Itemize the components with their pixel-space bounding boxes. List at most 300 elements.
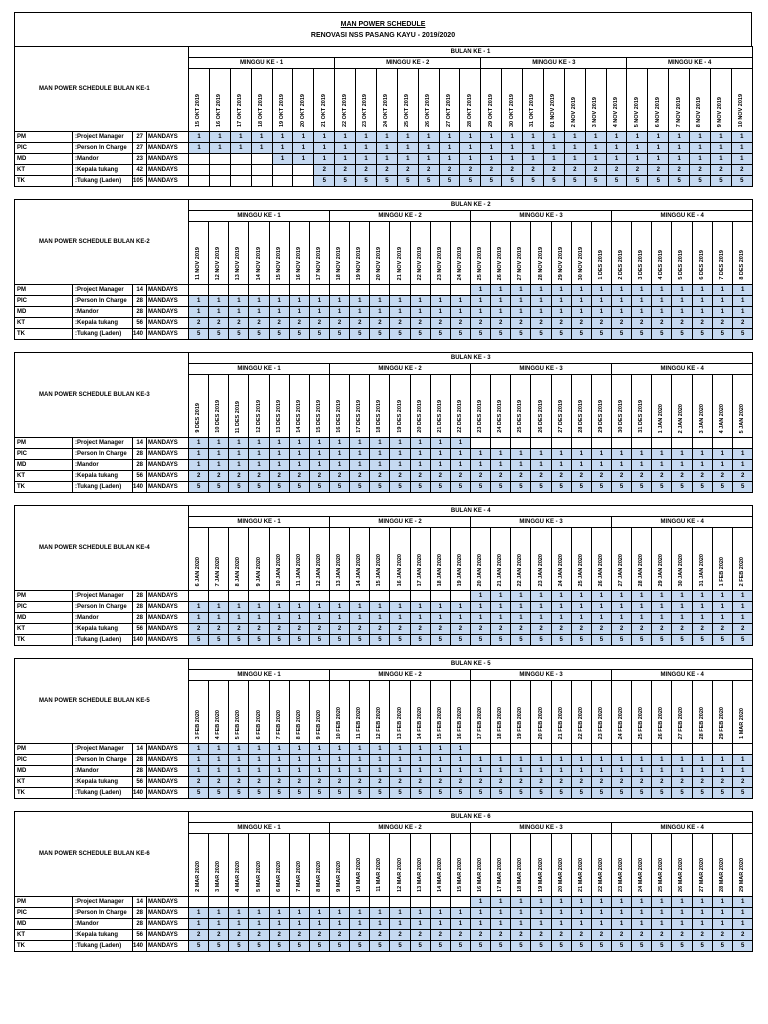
manpower-cell: 1 (418, 143, 439, 154)
role-total: 56 (133, 471, 147, 482)
month-label: MAN POWER SCHEDULE BULAN KE-1 (15, 47, 189, 132)
week-header: MINGGU KE - 1 (189, 364, 330, 375)
manpower-cell (390, 897, 410, 908)
manpower-cell: 1 (531, 307, 551, 318)
manpower-cell: 2 (430, 318, 450, 329)
manpower-cell: 2 (511, 318, 531, 329)
manpower-cell: 2 (439, 165, 460, 176)
date-cell (692, 528, 712, 591)
role-total: 23 (133, 154, 147, 165)
date-cell (430, 681, 450, 744)
manpower-cell (330, 897, 350, 908)
manpower-cell: 2 (289, 318, 309, 329)
table-row (15, 613, 753, 624)
manpower-cell (249, 591, 269, 602)
manpower-cell (632, 744, 652, 755)
date-label: 12 FEB 2020 (376, 706, 383, 739)
manpower-cell: 2 (551, 777, 571, 788)
manpower-cell: 2 (571, 777, 591, 788)
date-cell (669, 69, 690, 132)
manpower-cell: 5 (209, 788, 229, 799)
manpower-cell (672, 744, 692, 755)
manpower-cell: 2 (652, 777, 672, 788)
date-label: 7 DES 2019 (718, 250, 725, 280)
manpower-cell: 5 (491, 941, 511, 952)
manpower-cell: 1 (249, 296, 269, 307)
manpower-cell: 1 (335, 132, 356, 143)
manpower-cell (189, 154, 210, 165)
manpower-cell: 1 (551, 449, 571, 460)
month-number: BULAN KE - 1 (189, 47, 753, 58)
manpower-cell: 2 (330, 777, 350, 788)
manpower-cell: 5 (481, 176, 502, 187)
manpower-cell: 1 (612, 602, 632, 613)
date-cell (732, 222, 753, 285)
week-header: MINGGU KE - 1 (189, 517, 330, 528)
month-number: BULAN KE - 6 (189, 812, 753, 823)
manpower-cell (251, 165, 272, 176)
role-code: KT (15, 471, 73, 482)
manpower-cell: 1 (460, 143, 481, 154)
date-cell (491, 528, 511, 591)
manpower-cell: 1 (230, 132, 251, 143)
manpower-cell: 2 (370, 318, 390, 329)
manpower-cell: 2 (376, 165, 397, 176)
manpower-cell: 1 (690, 143, 711, 154)
date-cell (481, 69, 502, 132)
date-label: 29 MAR 2020 (739, 858, 746, 892)
manpower-cell: 1 (249, 449, 269, 460)
table-row (15, 471, 753, 482)
manpower-cell: 1 (710, 132, 731, 143)
date-label: 17 DES 2019 (356, 400, 363, 433)
date-label: 17 NOV 2019 (315, 246, 322, 280)
role-total: 14 (133, 897, 147, 908)
manpower-cell: 5 (471, 329, 491, 340)
manpower-cell: 1 (309, 438, 329, 449)
role-unit: MANDAYS (147, 930, 189, 941)
manpower-cell: 1 (370, 755, 390, 766)
date-label: 20 MAR 2020 (557, 858, 564, 892)
date-label: 25 DES 2019 (517, 400, 524, 433)
date-cell (551, 834, 571, 897)
manpower-cell: 5 (606, 176, 627, 187)
manpower-cell: 5 (269, 788, 289, 799)
manpower-cell: 1 (410, 296, 430, 307)
role-code: KT (15, 930, 73, 941)
date-cell (269, 528, 289, 591)
table-row (15, 897, 753, 908)
role-code: PIC (15, 908, 73, 919)
date-cell (229, 222, 249, 285)
date-cell (439, 69, 460, 132)
manpower-cell: 1 (612, 919, 632, 930)
manpower-cell: 2 (450, 930, 470, 941)
table-row (15, 482, 753, 493)
month-table (14, 811, 753, 952)
manpower-cell: 1 (350, 296, 370, 307)
manpower-cell: 5 (209, 941, 229, 952)
role-total: 140 (133, 941, 147, 952)
manpower-cell: 1 (571, 460, 591, 471)
role-total: 105 (133, 176, 147, 187)
week-header: MINGGU KE - 1 (189, 823, 330, 834)
manpower-cell: 5 (410, 788, 430, 799)
date-cell (732, 375, 753, 438)
manpower-cell: 1 (289, 438, 309, 449)
manpower-cell: 5 (523, 176, 544, 187)
manpower-cell: 2 (652, 624, 672, 635)
manpower-cell: 1 (491, 285, 511, 296)
manpower-cell: 5 (350, 329, 370, 340)
manpower-cell: 5 (692, 788, 712, 799)
date-cell (692, 834, 712, 897)
manpower-cell: 2 (229, 318, 249, 329)
manpower-cell: 1 (669, 154, 690, 165)
date-label: 2 JAN 2020 (678, 403, 685, 433)
date-label: 4 MAR 2020 (235, 861, 242, 892)
date-cell (251, 69, 272, 132)
manpower-cell: 5 (471, 635, 491, 646)
date-cell (543, 69, 564, 132)
manpower-cell: 5 (632, 635, 652, 646)
role-code: MD (15, 919, 73, 930)
date-cell (690, 69, 711, 132)
manpower-cell: 1 (189, 744, 209, 755)
date-label: 14 DES 2019 (295, 400, 302, 433)
date-cell (571, 375, 591, 438)
manpower-cell: 2 (732, 930, 753, 941)
table-row (15, 777, 753, 788)
manpower-cell (251, 154, 272, 165)
date-cell (314, 69, 335, 132)
date-cell (430, 528, 450, 591)
table-row (15, 329, 753, 340)
manpower-cell: 1 (430, 449, 450, 460)
manpower-cell: 1 (209, 766, 229, 777)
date-label: 21 NOV 2019 (396, 246, 403, 280)
manpower-cell (450, 285, 470, 296)
manpower-cell: 1 (571, 296, 591, 307)
date-label: 4 FEB 2020 (215, 709, 222, 739)
manpower-cell: 1 (571, 285, 591, 296)
manpower-cell (410, 285, 430, 296)
manpower-cell: 1 (289, 919, 309, 930)
manpower-cell: 2 (606, 165, 627, 176)
role-name: :Person In Charge (73, 602, 133, 613)
manpower-cell: 5 (564, 176, 585, 187)
date-cell (531, 528, 551, 591)
date-label: 6 MAR 2020 (275, 861, 282, 892)
manpower-cell: 1 (591, 766, 611, 777)
date-label: 1 FEB 2020 (718, 556, 725, 586)
date-label: 24 FEB 2020 (618, 706, 625, 739)
date-label: 24 DES 2019 (497, 400, 504, 433)
manpower-cell: 1 (269, 449, 289, 460)
manpower-cell: 5 (189, 941, 209, 952)
manpower-cell: 2 (564, 165, 585, 176)
manpower-cell: 1 (652, 613, 672, 624)
manpower-cell: 5 (732, 941, 753, 952)
manpower-cell: 5 (571, 329, 591, 340)
date-cell (309, 375, 329, 438)
manpower-cell: 2 (571, 471, 591, 482)
role-name: :Tukang (Laden) (73, 788, 133, 799)
manpower-cell: 1 (430, 307, 450, 318)
date-label: 31 DES 2019 (638, 400, 645, 433)
manpower-cell: 2 (612, 471, 632, 482)
manpower-cell: 1 (591, 307, 611, 318)
date-cell (491, 834, 511, 897)
manpower-cell: 2 (585, 165, 606, 176)
date-cell (606, 69, 627, 132)
manpower-cell: 2 (410, 777, 430, 788)
manpower-cell: 1 (652, 919, 672, 930)
date-label: 13 MAR 2020 (416, 858, 423, 892)
date-label: 23 OKT 2019 (362, 93, 369, 127)
manpower-cell: 1 (370, 766, 390, 777)
date-label: 29 FEB 2020 (718, 706, 725, 739)
manpower-cell: 5 (732, 788, 753, 799)
manpower-cell (330, 285, 350, 296)
manpower-cell (189, 165, 210, 176)
date-label: 11 DES 2019 (235, 400, 242, 433)
manpower-cell: 1 (571, 307, 591, 318)
manpower-cell: 5 (249, 329, 269, 340)
manpower-cell: 2 (712, 624, 732, 635)
block-spacer (14, 187, 752, 199)
manpower-cell: 2 (450, 318, 470, 329)
date-cell (672, 528, 692, 591)
date-cell (531, 681, 551, 744)
manpower-cell: 2 (289, 777, 309, 788)
manpower-cell: 2 (471, 318, 491, 329)
manpower-cell: 2 (314, 165, 335, 176)
manpower-cell: 1 (189, 307, 209, 318)
manpower-cell: 2 (571, 318, 591, 329)
manpower-cell: 2 (330, 930, 350, 941)
manpower-cell: 1 (531, 460, 551, 471)
manpower-cell: 1 (612, 908, 632, 919)
manpower-cell (249, 897, 269, 908)
manpower-cell: 2 (269, 318, 289, 329)
manpower-cell: 5 (632, 941, 652, 952)
manpower-cell: 1 (376, 132, 397, 143)
date-cell (309, 681, 329, 744)
manpower-cell: 1 (481, 154, 502, 165)
manpower-cell: 1 (330, 307, 350, 318)
manpower-cell: 5 (269, 635, 289, 646)
manpower-cell: 1 (430, 755, 450, 766)
manpower-cell (511, 438, 531, 449)
manpower-cell: 2 (481, 165, 502, 176)
manpower-cell: 1 (370, 908, 390, 919)
manpower-cell: 1 (632, 755, 652, 766)
manpower-cell: 1 (652, 591, 672, 602)
manpower-cell: 1 (209, 744, 229, 755)
manpower-cell (692, 438, 712, 449)
manpower-cell: 1 (627, 132, 648, 143)
table-row (15, 919, 753, 930)
date-cell (289, 222, 309, 285)
manpower-cell: 1 (491, 602, 511, 613)
manpower-cell: 1 (229, 460, 249, 471)
manpower-cell: 2 (471, 930, 491, 941)
date-cell (249, 375, 269, 438)
role-name: :Tukang (Laden) (73, 941, 133, 952)
manpower-cell: 1 (229, 602, 249, 613)
manpower-cell: 1 (410, 449, 430, 460)
manpower-cell: 1 (471, 591, 491, 602)
manpower-cell: 1 (249, 438, 269, 449)
role-total: 140 (133, 788, 147, 799)
manpower-cell: 1 (309, 307, 329, 318)
table-row (15, 438, 753, 449)
date-cell (350, 834, 370, 897)
manpower-cell: 5 (229, 329, 249, 340)
manpower-cell: 5 (289, 941, 309, 952)
role-code: TK (15, 635, 73, 646)
role-name: :Project Manager (73, 438, 133, 449)
manpower-cell: 5 (712, 788, 732, 799)
manpower-cell: 5 (314, 176, 335, 187)
manpower-cell: 1 (229, 755, 249, 766)
date-cell (523, 69, 544, 132)
role-total: 56 (133, 930, 147, 941)
date-label: 13 DES 2019 (275, 400, 282, 433)
manpower-cell: 1 (612, 296, 632, 307)
manpower-cell: 1 (491, 766, 511, 777)
manpower-cell: 1 (732, 613, 753, 624)
manpower-cell: 2 (652, 930, 672, 941)
manpower-cell: 5 (189, 788, 209, 799)
date-cell (471, 222, 491, 285)
manpower-cell: 2 (249, 930, 269, 941)
manpower-cell (491, 438, 511, 449)
date-label: 14 MAR 2020 (436, 858, 443, 892)
date-cell (350, 681, 370, 744)
date-label: 9 DES 2019 (195, 403, 202, 433)
date-cell (585, 69, 606, 132)
month-blocks (14, 46, 752, 952)
manpower-cell: 1 (269, 908, 289, 919)
manpower-cell: 1 (652, 460, 672, 471)
week-header: MINGGU KE - 3 (471, 211, 612, 222)
manpower-cell: 1 (189, 908, 209, 919)
manpower-cell: 5 (732, 635, 753, 646)
date-cell (450, 222, 470, 285)
date-label: 25 FEB 2020 (638, 706, 645, 739)
manpower-cell: 1 (430, 908, 450, 919)
manpower-cell: 2 (390, 624, 410, 635)
manpower-cell (209, 154, 230, 165)
date-label: 20 DES 2019 (416, 400, 423, 433)
manpower-cell: 1 (289, 744, 309, 755)
manpower-cell: 1 (450, 755, 470, 766)
manpower-cell: 5 (229, 482, 249, 493)
manpower-cell: 2 (672, 471, 692, 482)
week-header: MINGGU KE - 2 (335, 58, 481, 69)
date-label: 23 FEB 2020 (597, 706, 604, 739)
manpower-cell: 5 (690, 176, 711, 187)
date-label: 18 MAR 2020 (517, 858, 524, 892)
role-total: 27 (133, 143, 147, 154)
date-cell (672, 681, 692, 744)
role-name: :Mandor (73, 154, 133, 165)
role-name: :Tukang (Laden) (73, 176, 133, 187)
manpower-cell (209, 897, 229, 908)
date-label: 6 FEB 2020 (255, 709, 262, 739)
role-unit: MANDAYS (147, 307, 189, 318)
manpower-cell: 1 (471, 449, 491, 460)
manpower-cell: 1 (712, 449, 732, 460)
date-label: 15 OKT 2019 (195, 93, 202, 127)
manpower-cell: 1 (627, 154, 648, 165)
manpower-cell: 1 (710, 143, 731, 154)
role-total: 42 (133, 165, 147, 176)
date-label: 30 DES 2019 (618, 400, 625, 433)
manpower-cell: 1 (330, 613, 350, 624)
date-label: 6 NOV 2019 (654, 96, 661, 127)
date-label: 26 MAR 2020 (678, 858, 685, 892)
manpower-cell: 1 (189, 602, 209, 613)
manpower-cell (732, 744, 753, 755)
manpower-cell: 5 (460, 176, 481, 187)
manpower-cell: 5 (652, 635, 672, 646)
manpower-cell: 1 (450, 744, 470, 755)
date-cell (350, 222, 370, 285)
date-cell (571, 528, 591, 591)
manpower-cell: 1 (571, 591, 591, 602)
manpower-cell: 1 (523, 132, 544, 143)
manpower-cell: 5 (309, 941, 329, 952)
manpower-cell: 2 (350, 624, 370, 635)
manpower-cell: 5 (502, 176, 523, 187)
manpower-cell: 5 (652, 482, 672, 493)
manpower-cell: 5 (571, 482, 591, 493)
role-name: :Kepala tukang (73, 318, 133, 329)
role-name: :Person In Charge (73, 908, 133, 919)
manpower-cell: 1 (591, 908, 611, 919)
table-row (15, 908, 753, 919)
manpower-cell: 2 (450, 624, 470, 635)
block-spacer (14, 646, 752, 658)
manpower-cell: 2 (430, 777, 450, 788)
manpower-cell: 5 (531, 635, 551, 646)
manpower-cell: 1 (370, 460, 390, 471)
manpower-cell: 1 (350, 755, 370, 766)
manpower-cell: 1 (350, 744, 370, 755)
date-cell (330, 375, 350, 438)
manpower-cell: 5 (471, 788, 491, 799)
date-cell (591, 528, 611, 591)
manpower-cell: 1 (471, 460, 491, 471)
manpower-cell: 1 (543, 132, 564, 143)
manpower-cell: 1 (672, 602, 692, 613)
date-label: 13 NOV 2019 (235, 246, 242, 280)
manpower-cell: 1 (672, 766, 692, 777)
block-spacer (14, 493, 752, 505)
role-code: PM (15, 591, 73, 602)
manpower-cell: 5 (491, 788, 511, 799)
manpower-cell: 1 (209, 908, 229, 919)
manpower-cell: 1 (249, 908, 269, 919)
date-label: 9 FEB 2020 (315, 709, 322, 739)
manpower-cell: 1 (390, 919, 410, 930)
date-label: 16 FEB 2020 (456, 706, 463, 739)
role-name: :Project Manager (73, 285, 133, 296)
date-cell (450, 681, 470, 744)
